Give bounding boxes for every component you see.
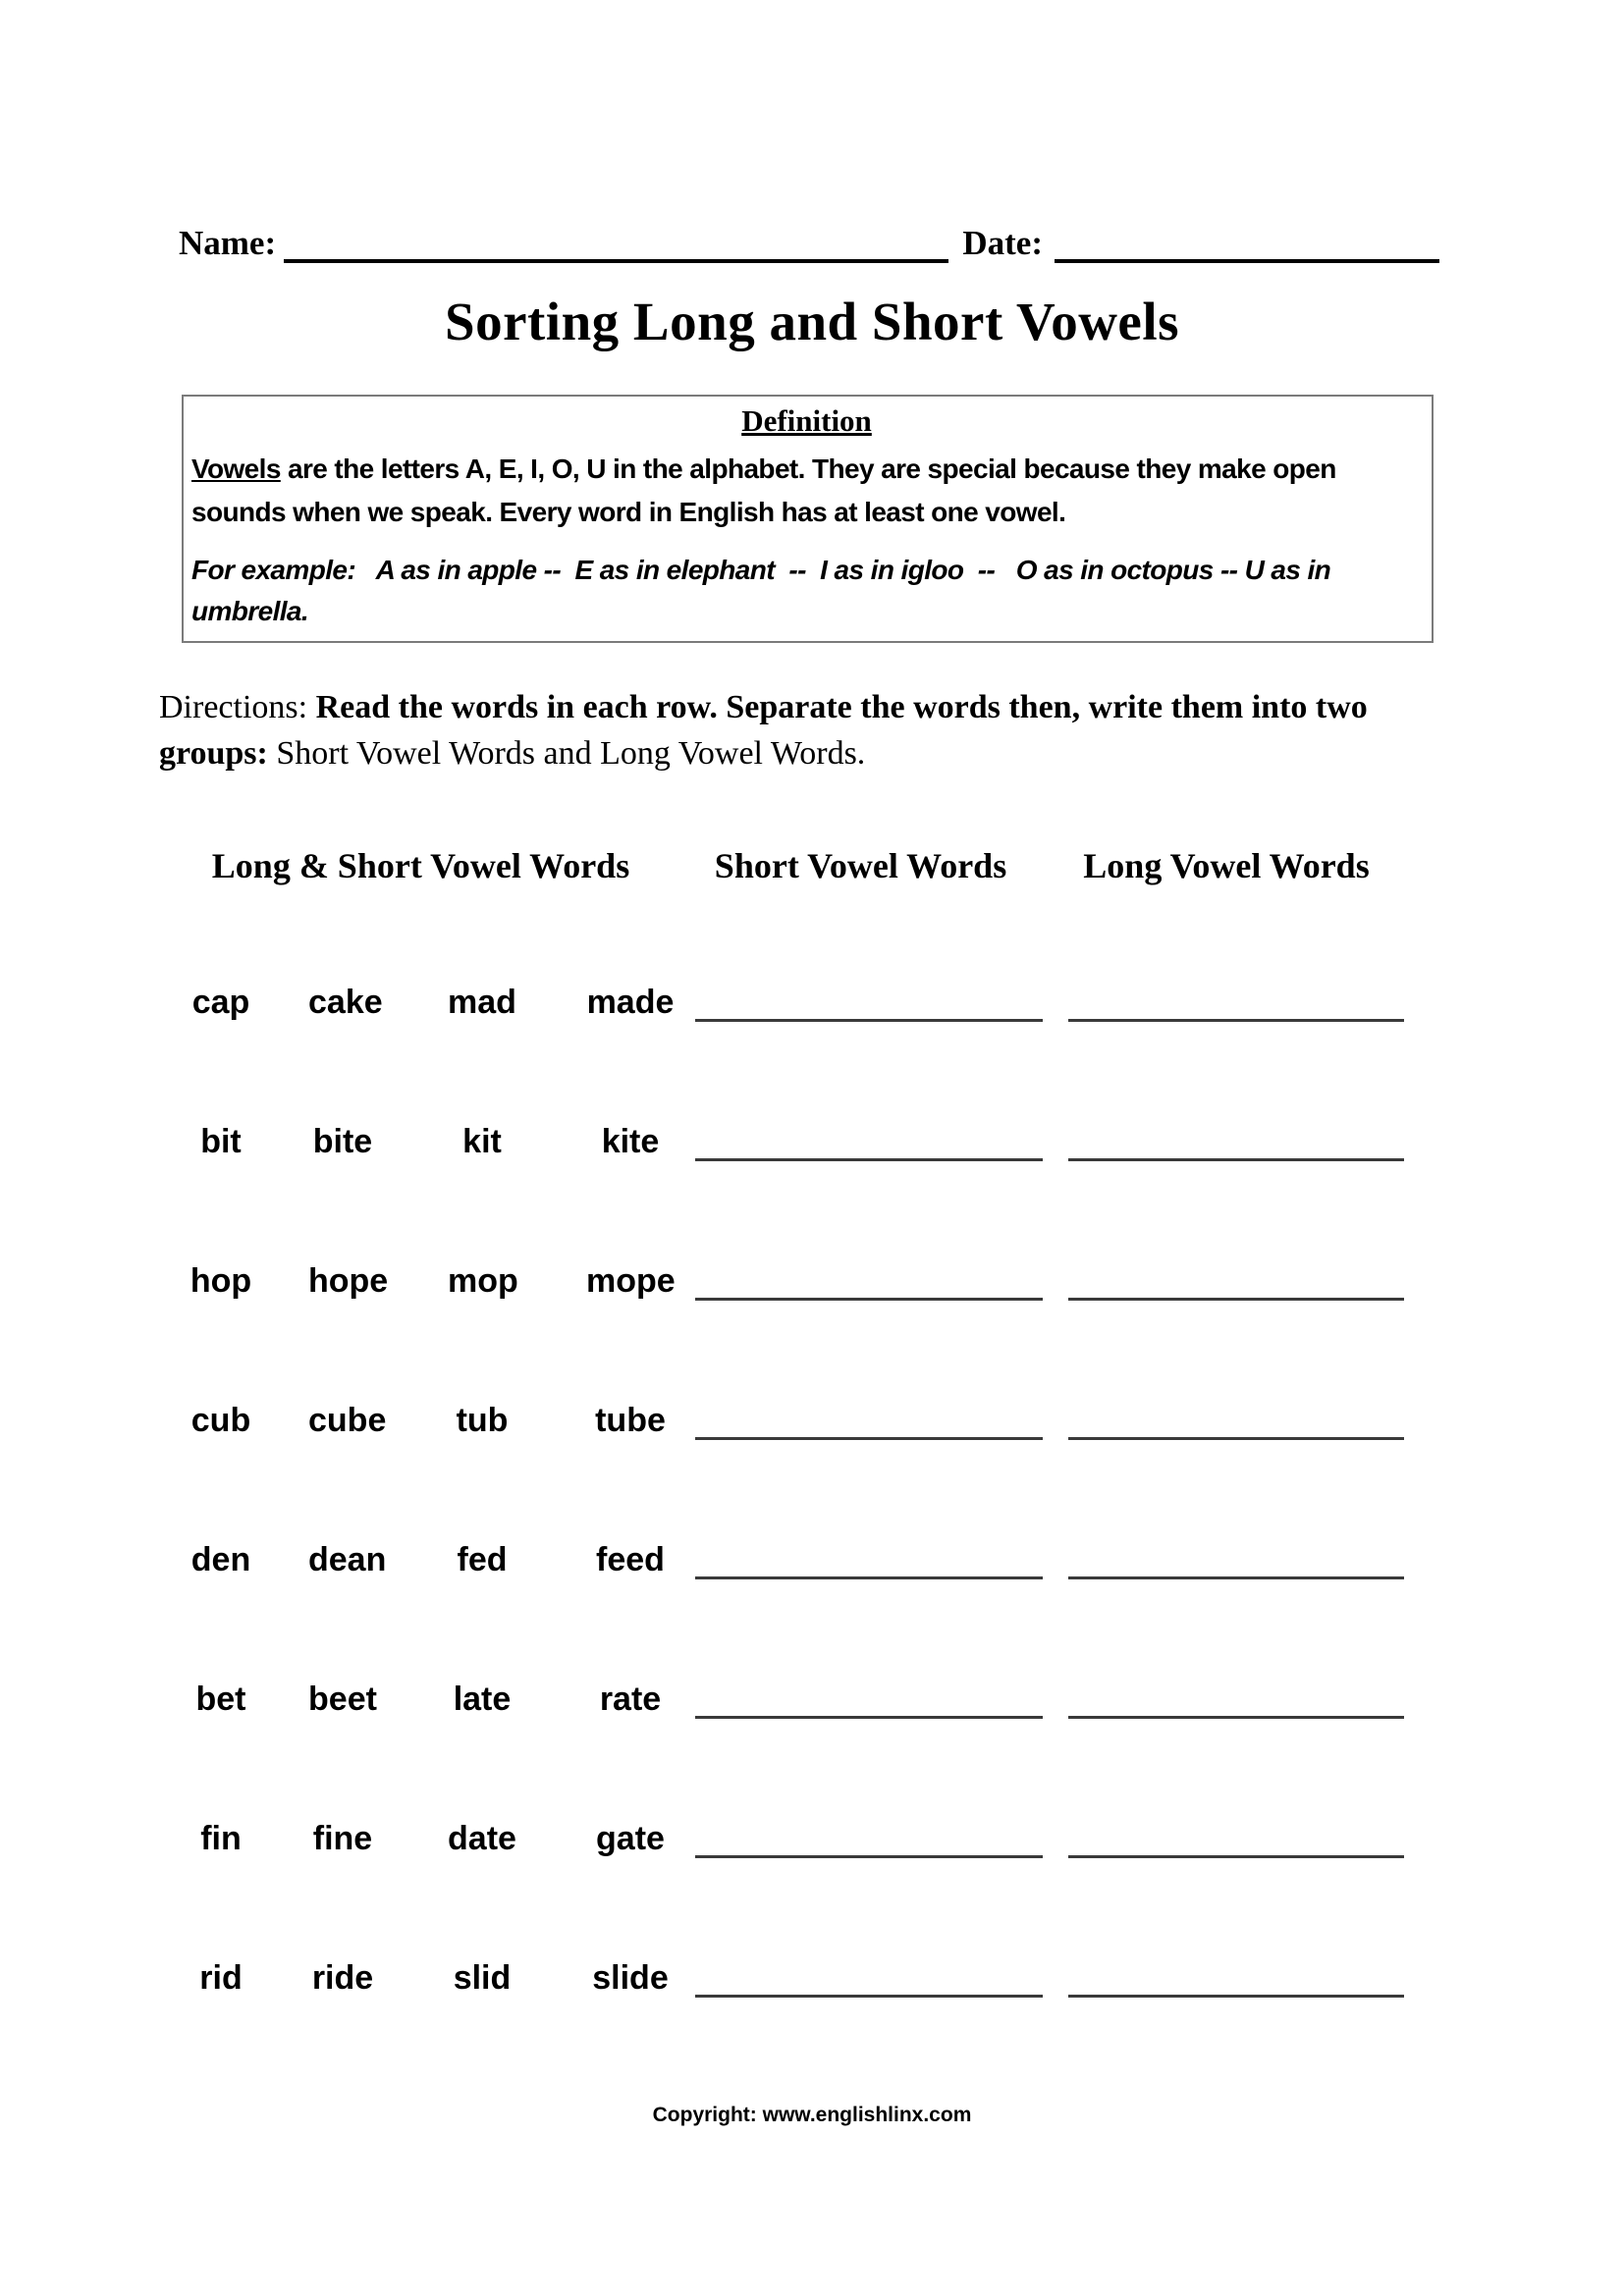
word: den <box>190 1541 251 1578</box>
page-title: Sorting Long and Short Vowels <box>444 292 1180 351</box>
long-vowel-answer-line[interactable] <box>1068 1681 1404 1719</box>
name-input-line[interactable] <box>284 226 948 263</box>
word: made <box>586 984 675 1021</box>
long-vowel-answer-line[interactable] <box>1068 1402 1404 1440</box>
name-label: Name: <box>179 224 277 262</box>
word: mad <box>448 984 516 1021</box>
word-row <box>182 1820 1404 1959</box>
long-vowel-answer-line[interactable] <box>1068 1820 1404 1858</box>
word: bite <box>312 1123 373 1160</box>
definition-example: For example: A as in apple -- E as in elephant -- I as in igloo -- O as in octopus -- U as in umbrella. <box>191 555 1338 626</box>
word: feed <box>596 1541 665 1578</box>
name-date-row <box>179 224 1439 263</box>
definition-heading: Definition <box>741 403 872 438</box>
long-vowel-answer-line[interactable] <box>1068 1959 1404 1998</box>
long-vowel-answer-line[interactable] <box>1068 1262 1404 1301</box>
column-header-short-vowel: Short Vowel Words <box>714 846 1007 885</box>
word: ride <box>311 1959 374 1997</box>
date-label: Date: <box>962 224 1043 262</box>
word-row <box>182 1123 1404 1262</box>
directions <box>159 684 1406 776</box>
word: date <box>448 1820 516 1857</box>
word: late <box>453 1681 512 1718</box>
short-vowel-answer-line[interactable] <box>695 1402 1043 1440</box>
short-vowel-answer-line[interactable] <box>695 1820 1043 1858</box>
word: kite <box>601 1123 660 1160</box>
word: fine <box>312 1820 373 1857</box>
word: cube <box>308 1402 387 1439</box>
short-vowel-answer-line[interactable] <box>695 984 1043 1022</box>
copyright-text: Copyright: www.englishlinx.com <box>652 2104 972 2126</box>
directions-label: Directions: <box>159 689 316 725</box>
word: cake <box>308 984 383 1021</box>
word: dean <box>308 1541 387 1578</box>
word-row <box>182 1541 1404 1681</box>
directions-bold-text: Read the words in each row. Separate the words then, write them into two groups: <box>159 689 1368 772</box>
word: slid <box>453 1959 512 1997</box>
definition-body-text: are the letters A, E, I, O, U in the alphabet. They are special because they make open sounds when we speak. Every word in English has at least one vowel. <box>191 454 1336 527</box>
word: beet <box>308 1681 377 1718</box>
short-vowel-answer-line[interactable] <box>695 1681 1043 1719</box>
short-vowel-answer-line[interactable] <box>695 1123 1043 1161</box>
word-row <box>182 1262 1404 1402</box>
word-sort-rows <box>182 984 1404 2099</box>
word: rid <box>199 1959 243 1997</box>
column-headers <box>182 846 1384 885</box>
word: hop <box>189 1262 252 1300</box>
short-vowel-answer-line[interactable] <box>695 1262 1043 1301</box>
column-header-mixed-words: Long & Short Vowel Words <box>211 846 630 885</box>
short-vowel-answer-line[interactable] <box>695 1541 1043 1579</box>
word: hope <box>308 1262 389 1300</box>
word: rate <box>599 1681 662 1718</box>
word: kit <box>462 1123 502 1160</box>
short-vowel-answer-line[interactable] <box>695 1959 1043 1998</box>
directions-normal-text: Short Vowel Words and Long Vowel Words. <box>267 735 866 772</box>
definition-body <box>191 448 1422 534</box>
word: mope <box>586 1262 676 1300</box>
word: bit <box>200 1123 242 1160</box>
word-row <box>182 1959 1404 2099</box>
long-vowel-answer-line[interactable] <box>1068 984 1404 1022</box>
column-header-long-vowel: Long Vowel Words <box>1083 846 1370 885</box>
long-vowel-answer-line[interactable] <box>1068 1541 1404 1579</box>
long-vowel-answer-line[interactable] <box>1068 1123 1404 1161</box>
date-input-line[interactable] <box>1055 226 1439 263</box>
word: fin <box>200 1820 242 1857</box>
word: mop <box>448 1262 518 1300</box>
word: slide <box>592 1959 669 1997</box>
word: fed <box>457 1541 508 1578</box>
word: bet <box>195 1681 246 1718</box>
word: cub <box>190 1402 251 1439</box>
word-row <box>182 984 1404 1123</box>
word-row <box>182 1681 1404 1820</box>
word: cap <box>191 984 250 1021</box>
word-row <box>182 1402 1404 1541</box>
word: gate <box>596 1820 665 1857</box>
word: tube <box>595 1402 666 1439</box>
definition-term: Vowels <box>191 454 281 484</box>
definition-box <box>182 395 1434 643</box>
word: tub <box>456 1402 509 1439</box>
